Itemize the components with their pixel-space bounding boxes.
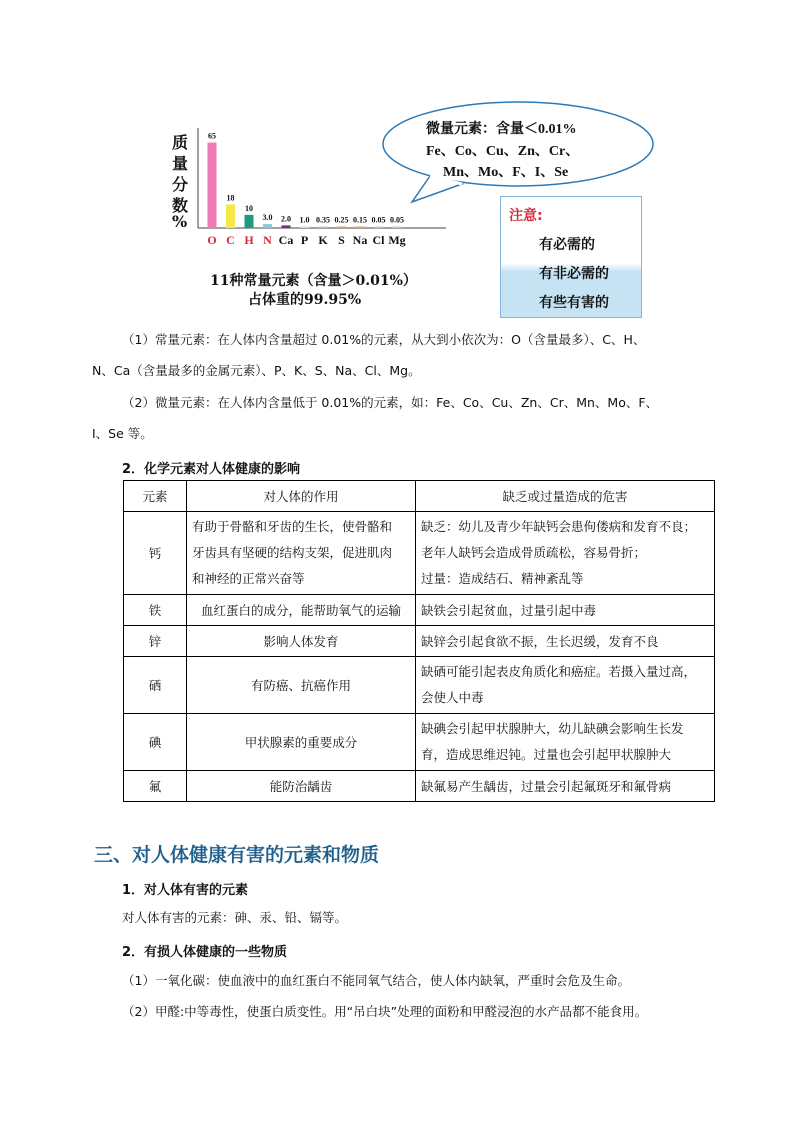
bar-K (319, 227, 328, 229)
category-label-Mg: Mg (388, 233, 406, 247)
bar-P (300, 227, 309, 229)
paragraph-trace-line2: I、Se 等。 (92, 426, 153, 441)
y-axis-label-5: % (172, 212, 188, 231)
value-label-N: 3.0 (262, 213, 273, 223)
category-label-Cl: Cl (372, 233, 385, 247)
value-label-P: 1.0 (299, 215, 310, 225)
value-label-O: 65 (208, 131, 216, 141)
category-label-C: C (226, 233, 235, 247)
value-label-Na: 0.15 (353, 215, 367, 225)
note-title: 注意: (509, 208, 543, 224)
table-cell-function (187, 512, 416, 595)
value-label-Mg: 0.05 (390, 215, 404, 225)
category-label-P: P (300, 233, 309, 247)
table-cell-element: 铁 (124, 595, 187, 626)
bar-N (263, 224, 272, 228)
category-label-O: O (207, 233, 217, 247)
bar-S (337, 227, 346, 229)
value-label-Cl: 0.05 (371, 215, 386, 225)
table-header-risk: 缺乏或过量造成的危害 (416, 481, 715, 512)
value-label-S: 0.25 (334, 215, 349, 225)
table-row (124, 657, 715, 714)
table-row (124, 626, 715, 657)
note-line2: 有非必需的 (539, 266, 609, 282)
note-line1: 有必需的 (539, 237, 595, 253)
section3-title: 三、对人体健康有害的元素和物质 (94, 844, 380, 866)
section2-heading: 2．化学元素对人体健康的影响 (122, 462, 301, 477)
note-box (500, 196, 642, 318)
bubble-line1: 微量元素：含量＜0.01% (426, 122, 577, 137)
category-label-Na: Na (352, 233, 368, 247)
y-axis-label-1: 质 (172, 133, 189, 152)
table-cell-function: 血红蛋白的成分，能帮助氧气的运输 (187, 595, 416, 626)
bar-C (226, 204, 235, 228)
section3-heading2: 2．有损人体健康的一些物质 (122, 945, 288, 960)
function-line: 和神经的正常兴奋等 (192, 571, 305, 586)
table-cell-risk: 缺铁会引起贫血，过量引起中毒 (416, 595, 715, 626)
table-header-function: 对人体的作用 (187, 481, 416, 512)
value-label-H: 10 (245, 203, 253, 213)
table-cell-element: 钙 (124, 512, 187, 595)
table-cell-element: 锌 (124, 626, 187, 657)
table-row (124, 512, 715, 595)
paragraph-macro-line1: （1）常量元素：在人体内含量超过 0.01%的元素，从大到小依次为：O（含量最多）、C、H、 (122, 332, 646, 347)
table-cell-function: 能防治龋齿 (187, 771, 416, 802)
bar-O (208, 143, 217, 228)
table-cell-risk (416, 714, 715, 771)
function-line: 有助于骨骼和牙齿的生长，使骨骼和 (192, 519, 393, 534)
bar-H (245, 215, 254, 228)
section3-text1: 对人体有害的元素：砷、汞、铅、镉等。 (122, 910, 348, 925)
section3-heading1: 1．对人体有害的元素 (122, 883, 249, 898)
table-row (124, 771, 715, 802)
table-cell-risk: 缺锌会引起食欲不振，生长迟缓，发育不良 (416, 626, 715, 657)
paragraph-macro-line2: N、Ca（含量最多的金属元素）、P、K、S、Na、Cl、Mg。 (92, 363, 421, 378)
note-line3: 有些有害的 (539, 295, 609, 311)
category-label-N: N (263, 233, 272, 247)
table-cell-risk (416, 657, 715, 714)
bar-Na (356, 227, 365, 229)
table-cell-risk (416, 512, 715, 595)
element-health-table (123, 480, 715, 802)
table-cell-function: 有防癌、抗癌作用 (187, 657, 416, 714)
risk-line: 会使人中毒 (421, 690, 484, 705)
table-cell-element: 硒 (124, 657, 187, 714)
value-label-K: 0.35 (316, 215, 330, 225)
bar-Mg (393, 227, 402, 229)
bubble-line3: Mn、Mo、F、I、Se (443, 165, 569, 180)
table-cell-risk: 缺氟易产生龋齿，过量会引起氟斑牙和氟骨病 (416, 771, 715, 802)
table-header-row (124, 481, 715, 512)
bar-Cl (374, 227, 383, 229)
table-cell-element: 氟 (124, 771, 187, 802)
bubble-line2: Fe、Co、Cu、Zn、Cr、 (426, 144, 580, 159)
table-cell-element: 碘 (124, 714, 187, 771)
value-label-Ca: 2.0 (281, 214, 291, 224)
category-label-H: H (244, 233, 254, 247)
risk-line: 缺硒可能引起表皮角质化和癌症。若摄入量过高， (421, 664, 697, 679)
table-row (124, 714, 715, 771)
table-cell-function: 甲状腺素的重要成分 (187, 714, 416, 771)
section3-text2: （1）一氧化碳：使血液中的血红蛋白不能同氧气结合，使人体内缺氧，严重时会危及生命。 (122, 973, 630, 988)
table-row (124, 595, 715, 626)
table-header-element: 元素 (124, 481, 187, 512)
y-axis-label-2: 量 (172, 154, 189, 173)
bar-Ca (282, 225, 291, 228)
risk-line: 缺乏：幼儿及青少年缺钙会患佝偻病和发育不良； (421, 519, 697, 534)
y-axis-label-3: 分 (172, 175, 189, 194)
function-line: 牙齿具有坚硬的结构支架，促进肌肉 (192, 545, 393, 560)
category-label-S: S (338, 233, 345, 247)
chart-caption-line1: 11种常量元素（含量＞0.01%） (210, 273, 417, 289)
category-label-Ca: Ca (278, 233, 294, 247)
y-axis-label-4: 数 (172, 196, 189, 215)
table-cell-function: 影响人体发育 (187, 626, 416, 657)
chart-caption-line2: 占体重的99.95% (248, 292, 362, 308)
risk-line: 育，造成思维迟钝。过量也会引起甲状腺肿大 (421, 747, 672, 762)
paragraph-trace-line1: （2）微量元素：在人体内含量低于 0.01%的元素，如：Fe、Co、Cu、Zn、Cr、Mn、Mo、F、 (122, 395, 659, 410)
risk-line: 老年人缺钙会造成骨质疏松，容易骨折； (421, 545, 647, 560)
value-label-C: 18 (226, 193, 235, 203)
risk-line: 过量：造成结石、精神紊乱等 (421, 571, 584, 586)
category-label-K: K (318, 233, 328, 247)
section3-text3: （2）甲醛:中等毒性，使蛋白质变性。用“吊白块”处理的面粉和甲醛浸泡的水产品都不能食用。 (122, 1004, 648, 1019)
risk-line: 缺碘会引起甲状腺肿大，幼儿缺碘会影响生长发 (421, 721, 684, 736)
